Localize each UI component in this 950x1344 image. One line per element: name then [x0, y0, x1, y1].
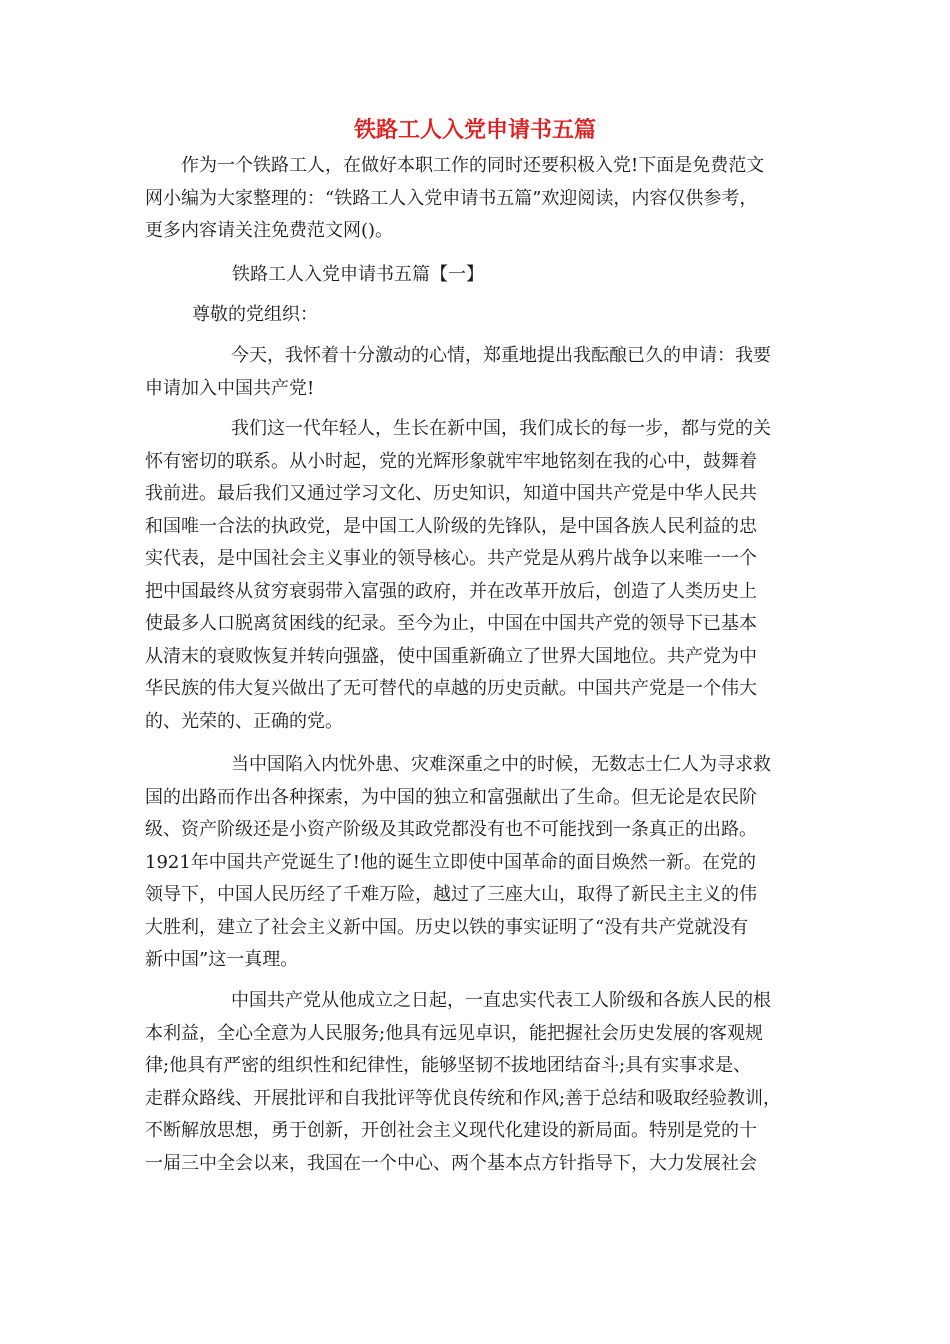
body-paragraph: 当中国陷入内忧外患、灾难深重之中的时候，无数志士仁人为寻求救 国的出路而作出各种探索，为中国的独立和富强献出了生命。但无论是农民阶 级、资产阶级还是小资产阶级及其政党都没有也不可能找到一条真正的出路。 1921年中国共产党诞生了!他的诞生立即使中国革命的面目焕然一新。在党的 领导下，中国人民历经了千难万险，越过了三座大山，取得了新民主主义的伟 大胜利，建立了社会主义新中国。历史以铁的事实证明了“没有共产党就没有 新中国”这一真理。: [145, 754, 771, 970]
intro-paragraph: 作为一个铁路工人，在做好本职工作的同时还要积极入党!下面是免费范文 网小编为大家整理的：“铁路工人入党申请书五篇”欢迎阅读，内容仅供参考， 更多内容请关注免费范文网()。: [145, 155, 765, 241]
body-paragraph: 我们这一代年轻人，生长在新中国，我们成长的每一步，都与党的关 怀有密切的联系。从小时起，党的光辉形象就牢牢地铭刻在我的心中，鼓舞着 我前进。最后我们又通过学习文化、历史知识，知道中国共产党是中华人民共 和国唯一合法的执政党，是中国工人阶级的先锋队，是中国各族人民利益的忠 实代表，是中国社会主义事业的领导核心。共产党是从鸦片战争以来唯一一个 把中国最终从贫穷衰弱带入富强的政府，并在改革开放后，创造了人类历史上 使最多人口脱离贫困线的纪录。至今为止，中国在中国共产党的领导下已基本 从清末的衰败恢复并转向强盛，使中国重新确立了世界大国地位。共产党为中 华民族的伟大复兴做出了无可替代的卓越的历史贡献。中国共产党是一个伟大 的、光荣的、正确的党。: [145, 418, 771, 732]
section-subheading: 铁路工人入党申请书五篇【一】: [232, 264, 484, 285]
document-title: 铁路工人入党申请书五篇: [353, 118, 596, 143]
body-paragraph: 今天，我怀着十分激动的心情，郑重地提出我酝酿已久的申请：我要 申请加入中国共产党!: [145, 345, 771, 399]
body-paragraph: 中国共产党从他成立之日起，一直忠实代表工人阶级和各族人民的根 本利益，全心全意为人民服务;他具有远见卓识，能把握社会历史发展的客观规 律;他具有严密的组织性和纪律性，能够坚韧不拔地团结奋斗;具有实事求是、 走群众路线、开展批评和自我批评等优良传统和作风;善于总结和吸取经验教训， 不断解放思想，勇于创新，开创社会主义现代化建设的新局面。特别是党的十 一届三中全会以来，我国在一个中心、两个基本点方针指导下，大力发展社会: [145, 990, 782, 1174]
salutation: 尊敬的党组织：: [192, 304, 318, 325]
